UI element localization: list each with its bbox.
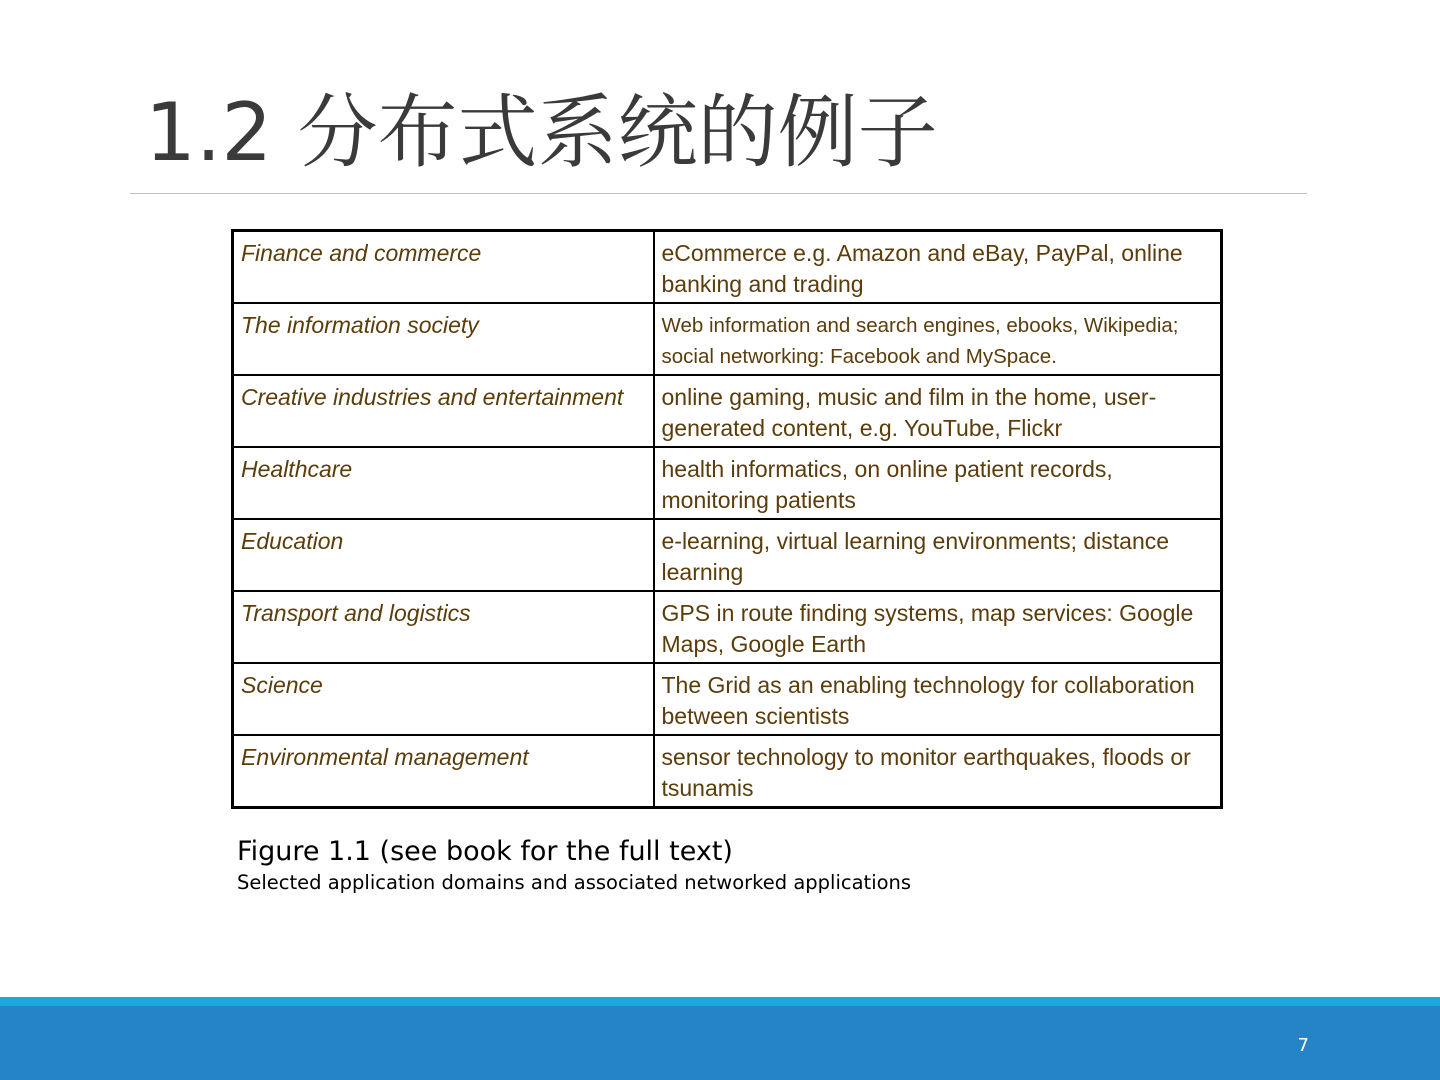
domain-cell: Healthcare (233, 447, 654, 519)
footer-accent-stripe (0, 997, 1440, 1006)
applications-cell: health informatics, on online patient records, monitoring patients (654, 447, 1222, 519)
caption-subtitle: Selected application domains and associated networked applications (237, 871, 912, 894)
figure-caption (237, 834, 911, 896)
table-row (233, 591, 1222, 663)
domain-cell: Science (233, 663, 654, 735)
table-row (233, 231, 1222, 304)
domain-cell: Transport and logistics (233, 591, 654, 663)
applications-cell: sensor technology to monitor earthquakes, floods or tsunamis (654, 735, 1222, 808)
applications-cell: GPS in route finding systems, map services: Google Maps, Google Earth (654, 591, 1222, 663)
title-divider (130, 193, 1307, 194)
domain-cell: Environmental management (233, 735, 654, 808)
footer-bar (0, 1006, 1440, 1080)
applications-cell: Web information and search engines, ebooks, Wikipedia; social networking: Facebook and MySpace. (654, 303, 1222, 375)
application-domains-table (231, 229, 1223, 809)
caption-title: Figure 1.1 (see book for the full text) (237, 836, 733, 867)
table-row (233, 735, 1222, 808)
table-row (233, 375, 1222, 447)
domain-cell: Creative industries and entertainment (233, 375, 654, 447)
domain-cell: Finance and commerce (233, 231, 654, 304)
page-number: 7 (1297, 1035, 1309, 1056)
table-row (233, 447, 1222, 519)
domain-cell: Education (233, 519, 654, 591)
applications-cell: e-learning, virtual learning environments; distance learning (654, 519, 1222, 591)
applications-cell: eCommerce e.g. Amazon and eBay, PayPal, online banking and trading (654, 231, 1222, 304)
domain-cell: The information society (233, 303, 654, 375)
slide-title: 1.2 分布式系统的例子 (145, 86, 938, 179)
applications-cell: online gaming, music and film in the home, user-generated content, e.g. YouTube, Flickr (654, 375, 1222, 447)
table-row (233, 303, 1222, 375)
table-row (233, 519, 1222, 591)
applications-cell: The Grid as an enabling technology for collaboration between scientists (654, 663, 1222, 735)
table-row (233, 663, 1222, 735)
